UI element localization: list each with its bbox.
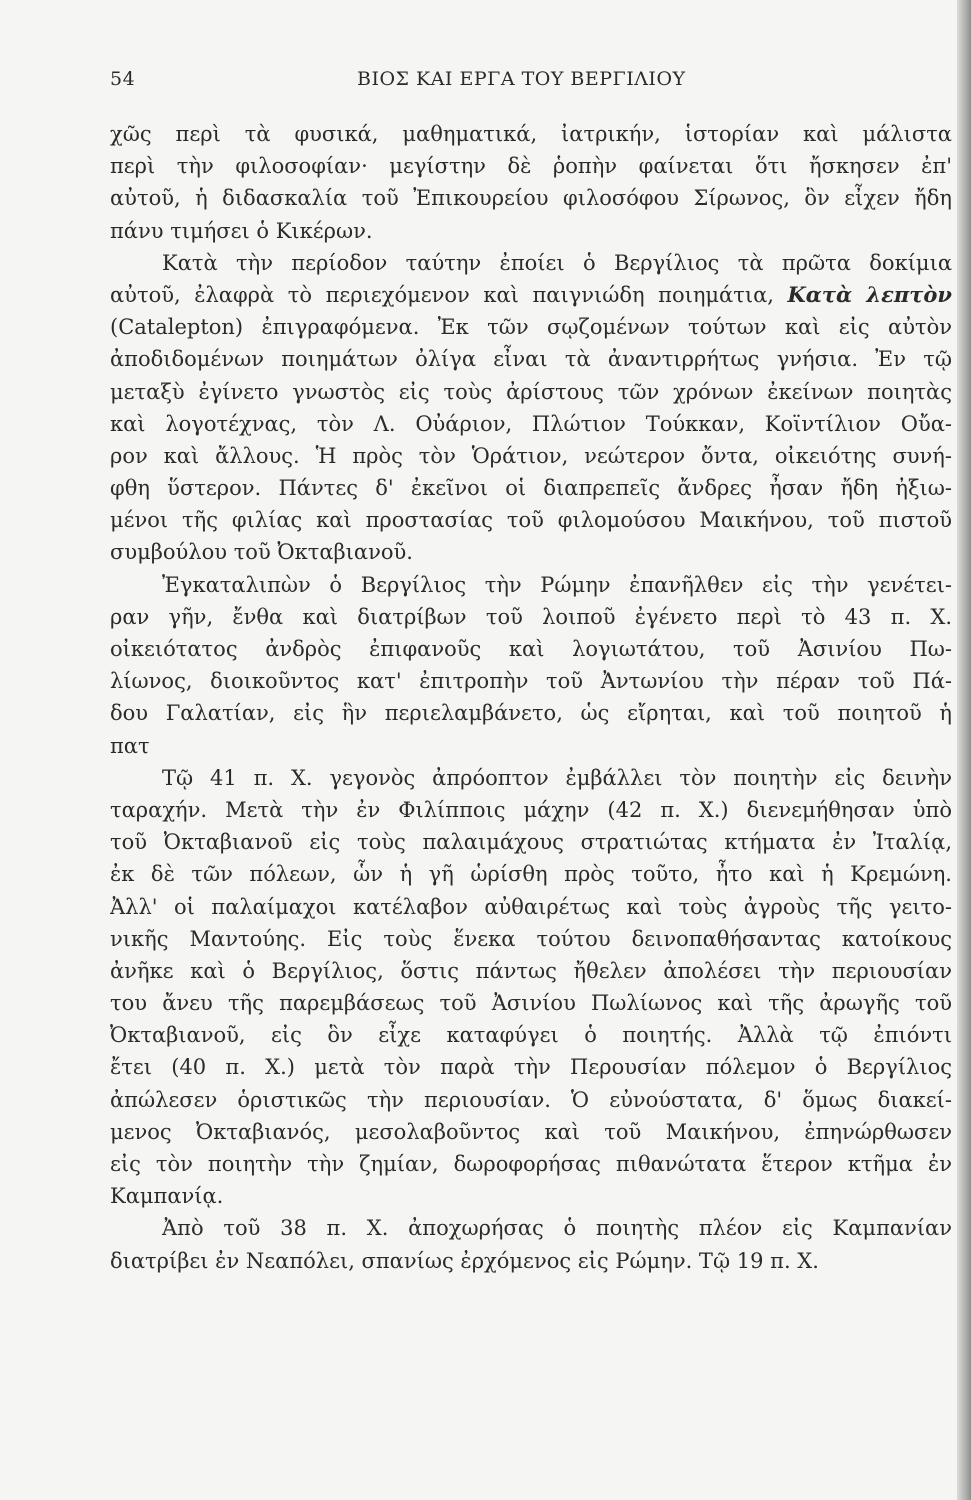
text-line: τοῦ Ὀκταβιανοῦ εἰς τοὺς παλαιμάχους στρατιώτας κτήματα ἐν Ἰταλίᾳ, [110, 830, 952, 855]
text-line: ρον καὶ ἄλλους. Ἡ πρὸς τὸν Ὁράτιον, νεώτερον ὄντα, οἰκειότης συνή- [110, 443, 952, 468]
text-line: νικῆς Μαντούης. Εἰς τοὺς ἕνεκα τούτου δεινοπαθήσαντας κατοίκους [110, 926, 952, 951]
text-line: δου Γαλατίαν, εἰς ἣν περιελαμβάνετο, ὡς εἴρηται, καὶ τοῦ ποιητοῦ ἡ [110, 701, 952, 726]
text-line: φθη ὕστερον. Πάντες δ' ἐκεῖνοι οἱ διαπρεπεῖς ἄνδρες ἦσαν ἤδη ἠξιω- [110, 476, 952, 501]
text-line: ἀποδιδομένων ποιημάτων ὀλίγα εἶναι τὰ ἀναντιρρήτως γνήσια. Ἐν τῷ [110, 347, 952, 372]
text-line: συμβούλου τοῦ Ὀκταβιανοῦ. [110, 540, 413, 565]
text-line: μενος Ὀκταβιανός, μεσολαβοῦντος καὶ τοῦ Μαικήνου, ἐπηνώρθωσεν [110, 1119, 952, 1144]
work-title: Κατὰ λεπτὸν [787, 281, 952, 307]
text-line: Ἀπὸ τοῦ 38 π. Χ. ἀποχωρήσας ὁ ποιητὴς πλέον εἰς Καμπανίαν [162, 1216, 952, 1241]
text-line: Τῷ 41 π. Χ. γεγονὸς ἀπρόοπτον ἐμβάλλει τὸν ποιητὴν εἰς δεινὴν [162, 765, 952, 790]
paragraph [110, 118, 952, 247]
text-line: διατρίβει ἐν Νεαπόλει, σπανίως ἐρχόμενος εἰς Ρώμην. Τῷ 19 π. Χ. [110, 1248, 819, 1273]
text-line: ἐκ δὲ τῶν πόλεων, ὧν ἡ γῆ ὡρίσθη πρὸς τοῦτο, ἦτο καὶ ἡ Κρεμώνη. [110, 862, 952, 887]
text-line: Καμπανίᾳ. [110, 1184, 224, 1209]
text-line: μένοι τῆς φιλίας καὶ προστασίας τοῦ φιλομούσου Μαικήνου, τοῦ πιστοῦ [110, 508, 952, 533]
text-line: καὶ λογοτέχνας, τὸν Λ. Οὐάριον, Πλώτιον Τούκκαν, Κοϊντίλιον Οὔα- [110, 411, 952, 436]
text-line: μεταξὺ ἐγίνετο γνωστὸς εἰς τοὺς ἀρίστους τῶν χρόνων ἐκείνων ποιητὰς [110, 379, 952, 404]
text-line: ραν γῆν, ἔνθα καὶ διατρίβων τοῦ λοιποῦ ἐγένετο περὶ τὸ 43 π. Χ. [110, 604, 952, 629]
text-line: (Catalepton) ἐπιγραφόμενα. Ἐκ τῶν σῳζομένων τούτων καὶ εἰς αὐτὸν [110, 315, 952, 340]
text-line: ἀνῆκε καὶ ὁ Βεργίλιος, ὅστις πάντως ἤθελεν ἀπολέσει τὴν περιουσίαν [110, 958, 952, 983]
text-line: πατ [110, 733, 150, 758]
text-line: περὶ τὴν φιλοσοφίαν· μεγίστην δὲ ῥοπὴν φαίνεται ὅτι ἤσκησεν ἐπ' [110, 154, 952, 179]
paragraph [110, 1212, 952, 1276]
text-line: οἰκειότατος ἀνδρὸς ἐπιφανοῦς καὶ λογιωτάτου, τοῦ Ἀσινίου Πω- [110, 637, 952, 661]
text-line: ἔτει (40 π. Χ.) μετὰ τὸν παρὰ τὴν Περουσίαν πόλεμον ὁ Βεργίλιος [110, 1055, 952, 1080]
paragraph [110, 569, 952, 762]
text-line: λίωνος, διοικοῦντος κατ' ἐπιτροπὴν τοῦ Ἀντωνίου τὴν πέραν τοῦ Πά- [110, 669, 952, 694]
page-number: 54 [110, 68, 136, 90]
text-line: αὐτοῦ, ἡ διδασκαλία τοῦ Ἐπικουρείου φιλοσόφου Σίρωνος, ὃν εἶχεν ἤδη [110, 186, 952, 211]
text-line: Κατὰ τὴν περίοδον ταύτην ἐποίει ὁ Βεργίλιος τὰ πρῶτα δοκίμια [162, 250, 952, 275]
text-line: χῶς περὶ τὰ φυσικά, μαθηματικά, ἰατρικήν, ἱστορίαν καὶ μάλιστα [110, 122, 952, 146]
running-head: ΒΙΟΣ ΚΑΙ ΕΡΓΑ ΤΟΥ ΒΕΡΓΙΛΙΟΥ [357, 68, 686, 90]
body-text [110, 118, 952, 1277]
text-line: Ἐγκαταλιπὼν ὁ Βεργίλιος τὴν Ρώμην ἐπανῆλθεν εἰς τὴν γενέτει- [162, 572, 952, 597]
text-line: Ἀλλ' οἱ παλαίμαχοι κατέλαβον αὐθαιρέτως καὶ τοὺς ἀγροὺς τῆς γειτο- [110, 894, 952, 919]
text-line: του ἄνευ τῆς παρεμβάσεως τοῦ Ἀσινίου Πωλίωνος καὶ τῆς ἀρωγῆς τοῦ [110, 991, 952, 1016]
page-header [110, 68, 950, 98]
paragraph [110, 247, 952, 569]
text-line: Ὀκταβιανοῦ, εἰς ὃν εἶχε καταφύγει ὁ ποιητής. Ἀλλὰ τῷ ἐπιόντι [110, 1023, 952, 1048]
text-line: πάνυ τιμήσει ὁ Κικέρων. [110, 218, 373, 243]
page-edge-shadow [957, 0, 971, 1500]
text-line: ἀπώλεσεν ὁριστικῶς τὴν περιουσίαν. Ὁ εὐνούστατα, δ' ὅμως διακεί- [110, 1087, 952, 1112]
text-line: ταραχήν. Μετὰ τὴν ἐν Φιλίπποις μάχην (42 π. Χ.) διενεμήθησαν ὑπὸ [110, 797, 952, 822]
text-line: εἰς τὸν ποιητὴν τὴν ζημίαν, δωροφορήσας πιθανώτατα ἕτερον κτῆμα ἐν [110, 1152, 952, 1176]
text-line: αὐτοῦ, ἐλαφρὰ τὸ περιεχόμενον καὶ παιγνιώδη ποιημάτια, Κατὰ λεπτὸν [110, 281, 952, 307]
paragraph [110, 762, 952, 1213]
